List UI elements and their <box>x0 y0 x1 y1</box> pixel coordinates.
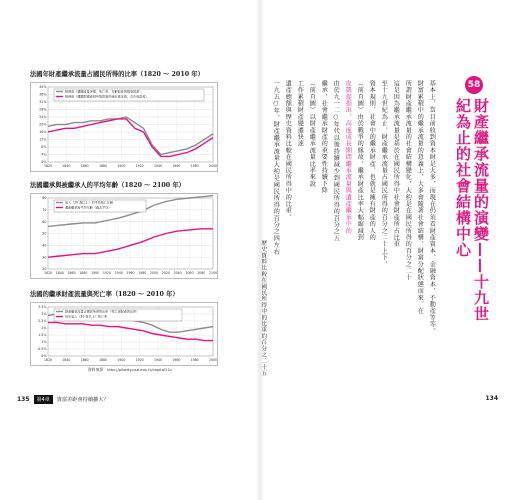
x-tick-label: 1860 <box>67 271 76 275</box>
left-footer <box>17 395 109 404</box>
source-note: 資料來源：http://piketty.pse.ens.fr/capital21c <box>88 367 173 372</box>
chart2-box <box>30 193 218 279</box>
x-tick-label: 1880 <box>79 271 88 275</box>
y-tick-label: 24% <box>39 115 47 120</box>
chapter-label: 第4章 <box>34 395 53 404</box>
body-col-7: （前頁圖）由於戰爭的緣故，繼承財產比率大幅縮減到 <box>356 80 364 241</box>
x-tick-label: 1900 <box>91 271 100 275</box>
x-tick-label: 1840 <box>62 358 71 362</box>
body-col-1: 基本上，當目前收到資本財是大多，而現在仍須看財產資本，金融資本，不動產等等。 <box>428 80 436 335</box>
x-tick-label: 1920 <box>135 358 144 362</box>
x-tick-label: 2060 <box>185 271 194 275</box>
x-tick-label: 1820 <box>43 271 53 275</box>
chart3-title: 法國的繼承財產流量與死亡率（1820 ～ 2010 年） <box>30 291 179 298</box>
x-tick-label: 1940 <box>114 271 123 275</box>
y-tick-label: 12% <box>39 137 47 142</box>
body-col-6: 資本規則，社會中的繼承財產，也就是擁有財產的人的 <box>368 80 376 241</box>
x-tick-label: 1820 <box>43 358 53 362</box>
y-tick-label: 32% <box>39 100 47 105</box>
y-tick-label: 8% <box>41 145 47 150</box>
x-tick-label: 1960 <box>172 164 181 168</box>
y-tick-label: 30 <box>42 255 47 260</box>
y-tick-label: 20% <box>39 122 47 127</box>
y-tick-label: 3% <box>41 312 47 317</box>
y-tick-label: 0% <box>41 160 47 165</box>
x-tick-label: 1840 <box>55 271 64 275</box>
x-tick-label: 1960 <box>126 271 135 275</box>
body-col-2: 財富累積中的繼承流量的意義上，大多會隨著社會結構，財富分配狀態而來。在 <box>416 80 424 315</box>
x-tick-label: 2000 <box>150 271 159 275</box>
body-col-13: 遺產總額與歷史資料比較在國民所得中的比重。 <box>284 80 292 221</box>
body-col-10: 繼承，社會繼承財產的重要性持續下降 <box>320 80 328 194</box>
y-tick-label: 0.5% <box>38 347 47 352</box>
chart1-svg <box>31 83 217 171</box>
x-tick-label: 2020 <box>161 271 170 275</box>
section-number-badge: 58 <box>465 76 483 94</box>
x-tick-label: 1940 <box>153 358 163 362</box>
x-tick-label: 1980 <box>190 164 199 168</box>
legend-entry: 每年成人（20 歲以上）死亡率 <box>65 314 108 319</box>
x-tick-label: 2000 <box>208 164 217 168</box>
y-tick-label: 1% <box>41 340 47 345</box>
chart2-svg <box>31 194 217 278</box>
body-col-5: 至十九世紀為止，財產繼承流量占國民所得的百分之二十上下， <box>380 80 388 268</box>
x-tick-label: 1900 <box>117 358 126 362</box>
x-tick-label: 1900 <box>117 164 126 168</box>
running-head: 資富差距會持續擴大？ <box>56 397 109 403</box>
y-tick-label: 40 <box>42 243 47 248</box>
y-tick-label: 40% <box>39 85 47 90</box>
y-tick-label: 60 <box>42 219 47 224</box>
legend-entry: 經濟流（遺贈流量加總，死亡率、年齡財產規則等因素） <box>65 89 143 94</box>
x-tick-label: 2100 <box>208 271 217 275</box>
legend-entry: 遺產繼承時平均年齡（過去平均） <box>65 205 112 210</box>
left-page-number: 135 <box>17 396 30 403</box>
body-col-8-highlight: 皮凱提指出，高度成長期間繼承流量與遺產繼承中的 <box>344 80 352 235</box>
y-tick-label: 50 <box>42 231 47 236</box>
section-title: 財產繼承流量的演變——十九世紀為止的社會結構中心 <box>454 98 490 322</box>
body-col-15: 歷史資料比較在國民所得中的比重約百分之二十五 <box>260 240 267 377</box>
x-tick-label: 1980 <box>138 271 147 275</box>
legend-entry: 成人（20 歲以上）的平均死亡年齡 <box>65 200 114 205</box>
y-tick-label: 20 <box>42 267 47 272</box>
chart3-box <box>30 302 218 366</box>
y-tick-label: 16% <box>39 130 47 135</box>
chart3-svg <box>31 303 217 365</box>
y-tick-label: 70 <box>42 208 47 213</box>
y-tick-label: 36% <box>39 92 47 97</box>
right-page-number: 134 <box>485 395 498 402</box>
body-col-9: 由於九一二○年代以後持續減少到國民所得的百分之五 <box>332 80 340 242</box>
chart2-title: 法國繼承與被繼承人的平均年齡（1820 ～ 2100 年） <box>30 182 185 189</box>
y-tick-label: 2.5% <box>38 319 47 324</box>
x-tick-label: 1880 <box>98 164 108 168</box>
body-col-3: 所謂財產繼承流量的社會結構變化，大約是在國民所得的百分之二十 <box>404 80 412 281</box>
y-tick-label: 0% <box>41 354 47 359</box>
x-tick-label: 1880 <box>98 358 108 362</box>
x-tick-label: 2080 <box>197 271 206 275</box>
chart1-box <box>30 82 218 172</box>
y-tick-label: 1.5% <box>38 333 47 338</box>
series-line-2 <box>48 322 213 340</box>
x-tick-label: 2040 <box>173 271 182 275</box>
y-tick-label: 3.5% <box>38 305 47 310</box>
y-tick-label: 2% <box>41 326 47 331</box>
y-tick-label: 4% <box>41 152 47 157</box>
body-col-12: 工作累積財產變遷快速 <box>296 80 304 147</box>
x-tick-label: 1860 <box>80 358 89 362</box>
y-tick-label: 28% <box>39 107 47 112</box>
x-tick-label: 1840 <box>62 164 71 168</box>
x-tick-label: 1920 <box>135 164 144 168</box>
x-tick-label: 1960 <box>172 358 181 362</box>
chart1-title: 法國年財產繼承流量占國民所得的比率（1820 ～ 2010 年） <box>30 71 204 78</box>
body-col-4: 這是因為繼承流量是基於在國民所得中社會財產所占比重 <box>392 80 400 248</box>
x-tick-label: 1980 <box>190 358 199 362</box>
legend-entry: 財產繼承流量占國民所得的比率（死亡者財產的比率） <box>65 309 140 314</box>
y-tick-label: 80 <box>42 196 47 201</box>
legend-entry: 稅務流（遺贈與遺產稅申報與資料統計算定值，含失效誤差） <box>65 94 149 99</box>
x-tick-label: 1820 <box>43 164 53 168</box>
body-col-11: （前頁圖）以財產繼承流量比率來說 <box>308 80 316 188</box>
x-tick-label: 1920 <box>102 271 111 275</box>
x-tick-label: 1940 <box>153 164 163 168</box>
x-tick-label: 2000 <box>208 358 217 362</box>
body-col-14: 一九五○年，財產繼承流量大約是國民所得的百分之四左右 <box>272 80 280 256</box>
x-tick-label: 1860 <box>80 164 89 168</box>
